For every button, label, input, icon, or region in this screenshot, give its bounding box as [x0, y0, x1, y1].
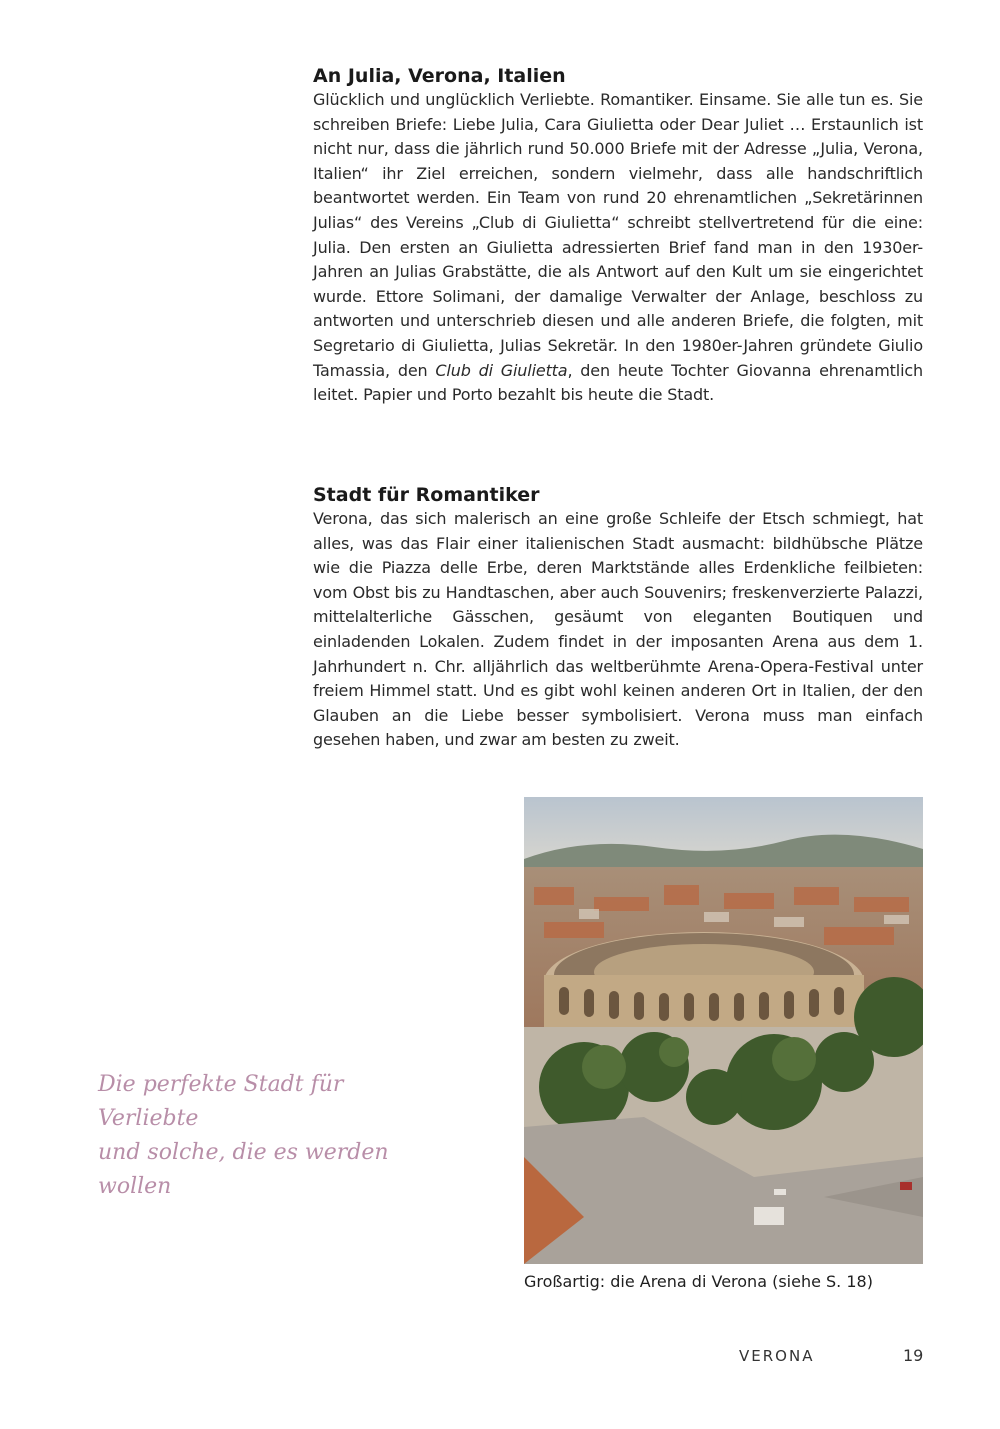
body-text-part: , den heute Tochter Giovanna ehrenamtlich leitet. Papier und Porto bezahlt bis heute die Stadt. [313, 360, 924, 405]
section-body-romantiker: Verona, das sich malerisch an eine große Schleife der Etsch schmiegt, hat alles, was das Flair einer italienischen Stadt ausmacht: bildhübsche Plätze wie die Piazza delle Erbe, deren Marktstände alles Erdenkliche feilbieten: vom Obst bis zu Handtaschen, aber auch Souvenirs; freskenverzierte Palazzi, mittelalterliche Gässchen, gesäumt von eleganten Boutiquen und einladenden Lokalen. Zudem findet in der imposanten Arena aus dem 1. Jahrhundert n. Chr. alljährlich das weltberühmte Arena-Opera-Festival unter freiem Himmel statt. Und es gibt wohl keinen anderen Ort in Italien, der den Glauben an die Liebe besser symbolisiert. Verona muss man einfach gesehen haben, und zwar am besten zu zweit. [313, 509, 923, 750]
section-heading-julia: An Julia, Verona, Italien [313, 65, 566, 87]
body-text-part: Glücklich und unglücklich Verliebte. Romantiker. Einsame. Sie alle tun es. Sie schreiben Briefe: Liebe Julia, Cara Giulietta oder Dear Juliet … Erstaunlich ist nicht nur, dass die jährlich rund 50.000 Briefe mit der Adresse „Julia, Verona, Italien“ ihr Ziel erreichen, sondern vielmehr, dass alle handschriftlich beantwortet werden. Ein Team von rund 20 ehrenamtlichen „Sekretärinnen Julias“ des Vereins „Club di Giulietta“ schreibt stellvertretend für die eine: Julia. Den ersten an Giulietta adressierten Brief fand man in den 1930er-Jahren an Julias Grabstätte, die als Antwort auf den Kult um sie eingerichtet wurde. Ettore Solimani, der damalige Verwalter der Anlage, beschloss zu antworten und unterschrieb diesen und alle anderen Briefe, die folgten, mit Segretario di Giulietta, Julias Sekretär. In den 1980er-Jahren gründete Giulio Tamassia, den [313, 90, 923, 380]
pull-quote-line: Die perfekte Stadt für Verliebte [98, 1072, 344, 1131]
arena-photo [524, 797, 923, 1264]
section-heading-romantiker: Stadt für Romantiker [313, 484, 540, 506]
pull-quote [98, 1068, 438, 1204]
article-section-romantiker [313, 483, 923, 753]
photo-caption: Großartig: die Arena di Verona (siehe S. 18) [524, 1272, 873, 1291]
body-text-italic: Club di Giulietta [435, 360, 568, 380]
arena-illustration [524, 797, 923, 1264]
page-number: 19 [903, 1346, 924, 1365]
pull-quote-line: und solche, die es werden wollen [98, 1140, 389, 1199]
footer-section-name: VERONA [739, 1347, 815, 1365]
article-section-julia [313, 64, 923, 408]
section-body-julia [313, 88, 923, 408]
